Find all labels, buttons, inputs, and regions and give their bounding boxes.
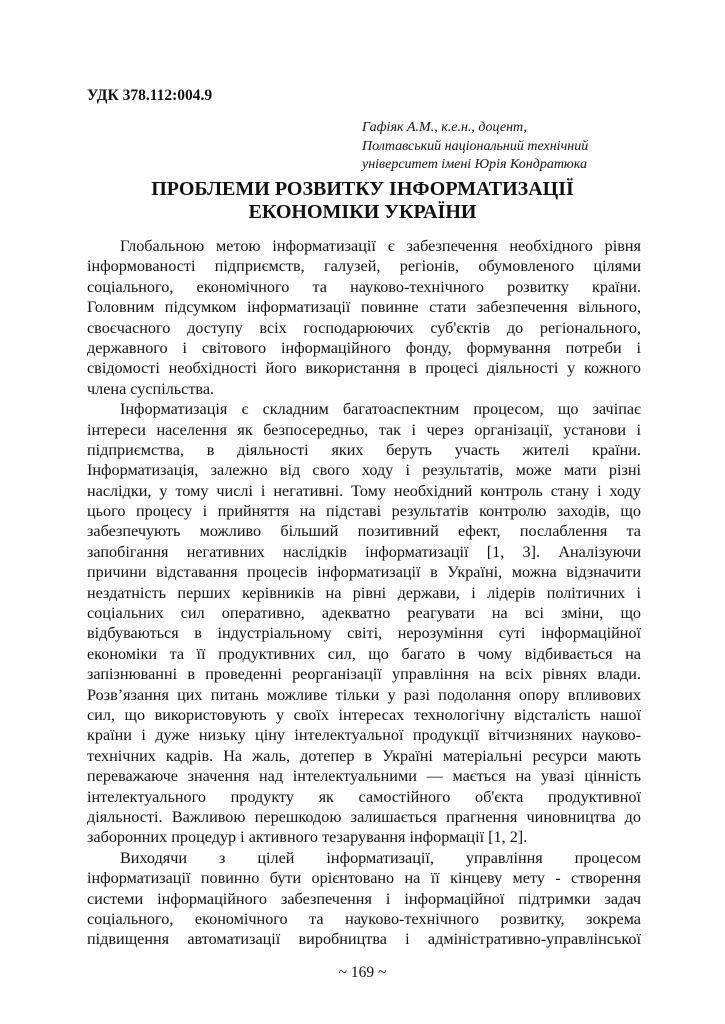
paragraph-line: державного і світового інформаційного фонду, формування потреби і <box>87 338 641 357</box>
paragraph-line: причини відставання процесів інформатизації в Україні, можна відзначити <box>87 563 641 582</box>
paragraph-line: соціального, економічного та науково-технічного розвитку, зокрема <box>87 909 641 928</box>
paragraph-line: економіки та її продуктивних сил, що багато в чому відбивається на <box>87 644 641 663</box>
paragraph-line: переважаюче значення над інтелектуальними — мається на увазі цінність <box>87 767 641 786</box>
paragraph-line: заборонних процедур і активного тезарування інформації [1, 2]. <box>87 828 528 847</box>
paragraph-line: Глобальною метою інформатизації є забезпечення необхідного рівня <box>120 237 641 255</box>
author-affiliation: університет імені Юрія Кондратюка <box>362 157 587 172</box>
paragraph <box>87 236 641 399</box>
paragraph-line: відбуваються в індустріальному світі, нерозуміння суті інформаційної <box>87 624 641 643</box>
udk-code: УДК 378.112:004.9 <box>87 87 213 104</box>
paragraph-line: сил, що використовують у своїх інтересах технологічну відсталість нашої <box>87 705 641 724</box>
paragraph-line: нездатність перших керівників на рівні держави, і лідерів політичних і <box>87 583 641 602</box>
article-title <box>0 178 725 224</box>
title-line: ЕКОНОМІКИ УКРАЇНИ <box>248 201 477 223</box>
paragraph <box>87 399 641 848</box>
page-number: ~ 169 ~ <box>338 964 387 981</box>
author-name: Гафіяк А.М., к.е.н., доцент, <box>362 120 527 135</box>
paragraph-line: запізнюванні в проведенні реорганізації управління на всіх рівнях влади. <box>87 665 641 684</box>
paragraph-line: свідомості необхідності його використання в процесі діяльності у кожного <box>87 359 641 378</box>
paragraph-line: підвищення автоматизації виробництва і адміністративно-управлінської <box>87 930 641 949</box>
paragraph-line: Інформатизація є складним багатоаспектним процесом, що зачіпає <box>120 400 641 419</box>
paragraph-line: Розв’язання цих питань можливе тільки у разі подолання опору впливових <box>87 685 641 704</box>
paragraph-line: запобігання негативних наслідків інформатизації [1, 3]. Аналізуючи <box>87 542 641 561</box>
author-affiliation: Полтавський національний технічний <box>362 138 589 154</box>
paragraph-line: наслідки, у тому числі і негативні. Тому необхідний контроль стану і ходу <box>87 481 641 500</box>
paragraph-line: діяльності. Важливою перешкодою залишається прагнення чиновництва до <box>87 807 641 826</box>
paragraph <box>87 848 641 950</box>
paragraph-line: соціального, економічного та науково-технічного розвитку країни. <box>87 277 641 296</box>
paragraph-line: забезпечують можливо більший позитивний ефект, послаблення та <box>87 522 641 541</box>
paragraph-line: інтереси населення як безпосередньо, так і через організації, установи і <box>87 420 641 439</box>
paragraph-line: країни і дуже низьку ціну інтелектуальної продукції вітчизняних науково- <box>87 726 641 745</box>
paragraph-line: Інформатизація, залежно від свого ходу і результатів, може мати різні <box>87 461 641 480</box>
paragraph-line: Виходячи з цілей інформатизації, управління процесом <box>120 848 641 867</box>
paragraph-line: соціальних сил оперативно, адекватно реагувати на всі зміни, що <box>87 604 641 623</box>
paragraph-line: підприємства, в діяльності яких беруть участь жителі країни. <box>87 440 641 459</box>
paragraph-line: інформованості підприємств, галузей, регіонів, обумовленого цілями <box>87 257 641 276</box>
title-line: ПРОБЛЕМИ РОЗВИТКУ ІНФОРМАТИЗАЦІЇ <box>151 178 574 200</box>
paragraph-line: члена суспільства. <box>87 379 215 398</box>
article-body <box>87 236 641 950</box>
paragraph-line: цього процесу і прийняття на підставі результатів контролю заходів, що <box>87 502 641 521</box>
paragraph-line: інформатизації повинно бути орієнтовано на її кінцеву мету - створення <box>87 869 641 888</box>
paragraph-line: своєчасного доступу всіх господарюючих суб'єктів до регіонального, <box>87 318 641 337</box>
paragraph-line: інтелектуального продукту як самостійного об'єкта продуктивної <box>87 787 641 806</box>
author-block <box>362 119 588 175</box>
paragraph-line: технічних кадрів. На жаль, дотепер в Україні матеріальні ресурси мають <box>87 746 641 765</box>
paragraph-line: системи інформаційного забезпечення і інформаційної підтримки задач <box>87 889 641 908</box>
paragraph-line: Головним підсумком інформатизації повинне стати забезпечення вільного, <box>87 298 641 317</box>
